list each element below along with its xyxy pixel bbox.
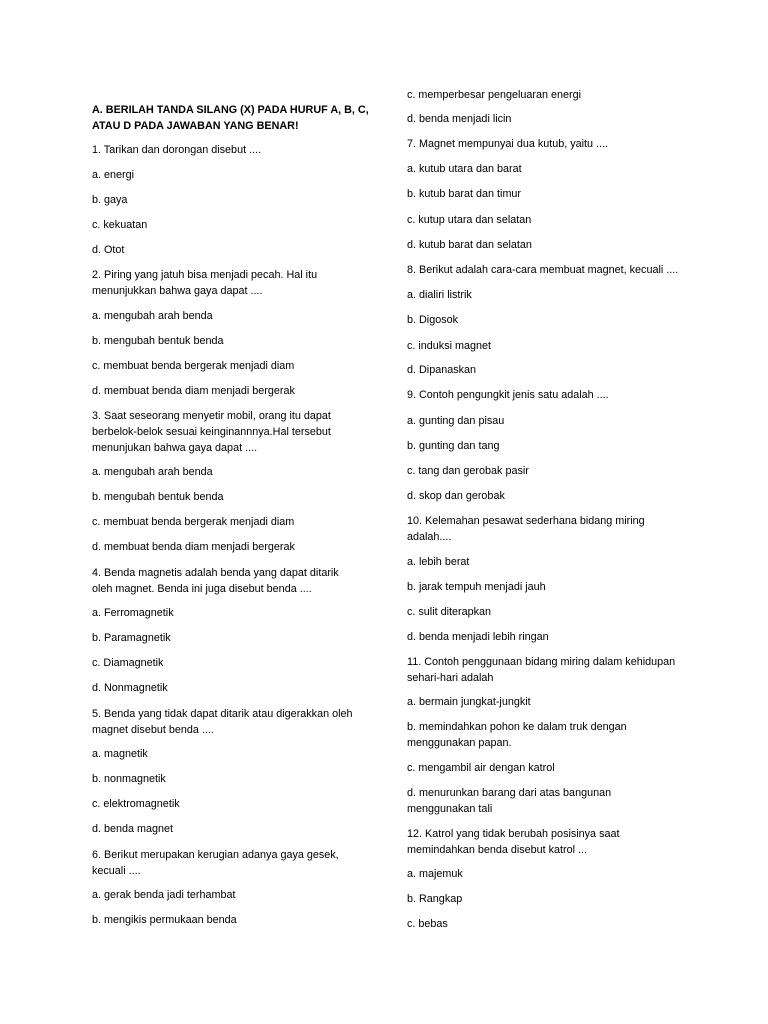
question-11: sehari-hari adalah xyxy=(407,672,494,684)
q10-option-d[interactable]: d. benda menjadi lebih ringan xyxy=(407,631,549,643)
question-2: 2. Piring yang jatuh bisa menjadi pecah. Hal itu xyxy=(92,269,318,281)
q2-option-c[interactable]: c. membuat benda bergerak menjadi diam xyxy=(92,360,295,372)
q10-option-b[interactable]: b. jarak tempuh menjadi jauh xyxy=(407,581,546,593)
question-4: oleh magnet. Benda ini juga disebut benda .... xyxy=(92,583,312,595)
question-5: magnet disebut benda .... xyxy=(92,724,214,736)
q4-option-c[interactable]: c. Diamagnetik xyxy=(92,657,164,669)
question-12: 12. Katrol yang tidak berubah posisinya saat xyxy=(407,828,620,840)
q5-option-b[interactable]: b. nonmagnetik xyxy=(92,773,166,785)
q8-option-b[interactable]: b. Digosok xyxy=(407,314,459,326)
question-1: 1. Tarikan dan dorongan disebut .... xyxy=(92,144,262,156)
q3-option-d[interactable]: d. membuat benda diam menjadi bergerak xyxy=(92,541,295,553)
question-11: 11. Contoh penggunaan bidang miring dalam kehidupan xyxy=(407,656,676,668)
q7-option-d[interactable]: d. kutub barat dan selatan xyxy=(407,239,532,251)
q11-option-b[interactable]: menggunakan papan. xyxy=(407,737,512,749)
q5-option-a[interactable]: a. magnetik xyxy=(92,748,148,760)
question-5: 5. Benda yang tidak dapat ditarik atau digerakkan oleh xyxy=(92,708,353,720)
q11-option-c[interactable]: c. mengambil air dengan katrol xyxy=(407,762,555,774)
question-6: kecuali .... xyxy=(92,865,141,877)
question-2: menunjukkan bahwa gaya dapat .... xyxy=(92,285,263,297)
q12-option-a[interactable]: a. majemuk xyxy=(407,868,463,880)
q2-option-b[interactable]: b. mengubah bentuk benda xyxy=(92,335,224,347)
q3-option-c[interactable]: c. membuat benda bergerak menjadi diam xyxy=(92,516,295,528)
question-12: memindahkan benda disebut katrol ... xyxy=(407,844,588,856)
q8-option-a[interactable]: a. dialiri listrik xyxy=(407,289,472,301)
q7-option-a[interactable]: a. kutub utara dan barat xyxy=(407,163,522,175)
q4-option-b[interactable]: b. Paramagnetik xyxy=(92,632,171,644)
q3-option-b[interactable]: b. mengubah bentuk benda xyxy=(92,491,224,503)
q1-option-b[interactable]: b. gaya xyxy=(92,194,128,206)
q6-option-b[interactable]: b. mengikis permukaan benda xyxy=(92,914,237,926)
q5-option-d[interactable]: d. benda magnet xyxy=(92,823,174,835)
q3-option-a[interactable]: a. mengubah arah benda xyxy=(92,466,213,478)
question-9: 9. Contoh pengungkit jenis satu adalah .... xyxy=(407,389,609,401)
question-10: adalah.... xyxy=(407,531,452,543)
q8-option-c[interactable]: c. induksi magnet xyxy=(407,340,492,352)
q1-option-c[interactable]: c. kekuatan xyxy=(92,219,148,231)
q7-option-c[interactable]: c. kutup utara dan selatan xyxy=(407,214,532,226)
q12-option-c[interactable]: c. bebas xyxy=(407,918,448,930)
question-7: 7. Magnet mempunyai dua kutub, yaitu .... xyxy=(407,138,609,150)
question-3: menunjukan bahwa gaya dapat .... xyxy=(92,442,258,454)
question-4: 4. Benda magnetis adalah benda yang dapat ditarik xyxy=(92,567,339,579)
q11-option-d[interactable]: menggunakan tali xyxy=(407,803,493,815)
q4-option-a[interactable]: a. Ferromagnetik xyxy=(92,607,174,619)
q11-option-d[interactable]: d. menurunkan barang dari atas bangunan xyxy=(407,787,612,799)
question-3: berbelok-belok sesuai keinginannnya.Hal tersebut xyxy=(92,426,331,438)
q9-option-b[interactable]: b. gunting dan tang xyxy=(407,440,500,452)
q4-option-d[interactable]: d. Nonmagnetik xyxy=(92,682,168,694)
section-heading: A. BERILAH TANDA SILANG (X) PADA HURUF A, B, C, xyxy=(92,104,369,116)
q11-option-b[interactable]: b. memindahkan pohon ke dalam truk dengan xyxy=(407,721,627,733)
q2-option-d[interactable]: d. membuat benda diam menjadi bergerak xyxy=(92,385,295,397)
q6-option-a[interactable]: a. gerak benda jadi terhambat xyxy=(92,889,236,901)
q2-option-a[interactable]: a. mengubah arah benda xyxy=(92,310,213,322)
q1-option-a[interactable]: a. energi xyxy=(92,169,135,181)
q6-option-c[interactable]: c. memperbesar pengeluaran energi xyxy=(407,89,582,101)
q12-option-b[interactable]: b. Rangkap xyxy=(407,893,463,905)
q9-option-c[interactable]: c. tang dan gerobak pasir xyxy=(407,465,529,477)
q10-option-a[interactable]: a. lebih berat xyxy=(407,556,470,568)
q5-option-c[interactable]: c. elektromagnetik xyxy=(92,798,180,810)
question-6: 6. Berikut merupakan kerugian adanya gaya gesek, xyxy=(92,849,339,861)
q9-option-d[interactable]: d. skop dan gerobak xyxy=(407,490,505,502)
q7-option-b[interactable]: b. kutub barat dan timur xyxy=(407,188,522,200)
q10-option-c[interactable]: c. sulit diterapkan xyxy=(407,606,492,618)
q11-option-a[interactable]: a. bermain jungkat-jungkit xyxy=(407,696,531,708)
question-10: 10. Kelemahan pesawat sederhana bidang miring xyxy=(407,515,645,527)
q1-option-d[interactable]: d. Otot xyxy=(92,244,125,256)
q9-option-a[interactable]: a. gunting dan pisau xyxy=(407,415,505,427)
section-heading: ATAU D PADA JAWABAN YANG BENAR! xyxy=(92,120,299,132)
question-3: 3. Saat seseorang menyetir mobil, orang itu dapat xyxy=(92,410,331,422)
question-8: 8. Berikut adalah cara-cara membuat magnet, kecuali .... xyxy=(407,264,679,276)
q8-option-d[interactable]: d. Dipanaskan xyxy=(407,364,477,376)
q6-option-d[interactable]: d. benda menjadi licin xyxy=(407,113,512,125)
